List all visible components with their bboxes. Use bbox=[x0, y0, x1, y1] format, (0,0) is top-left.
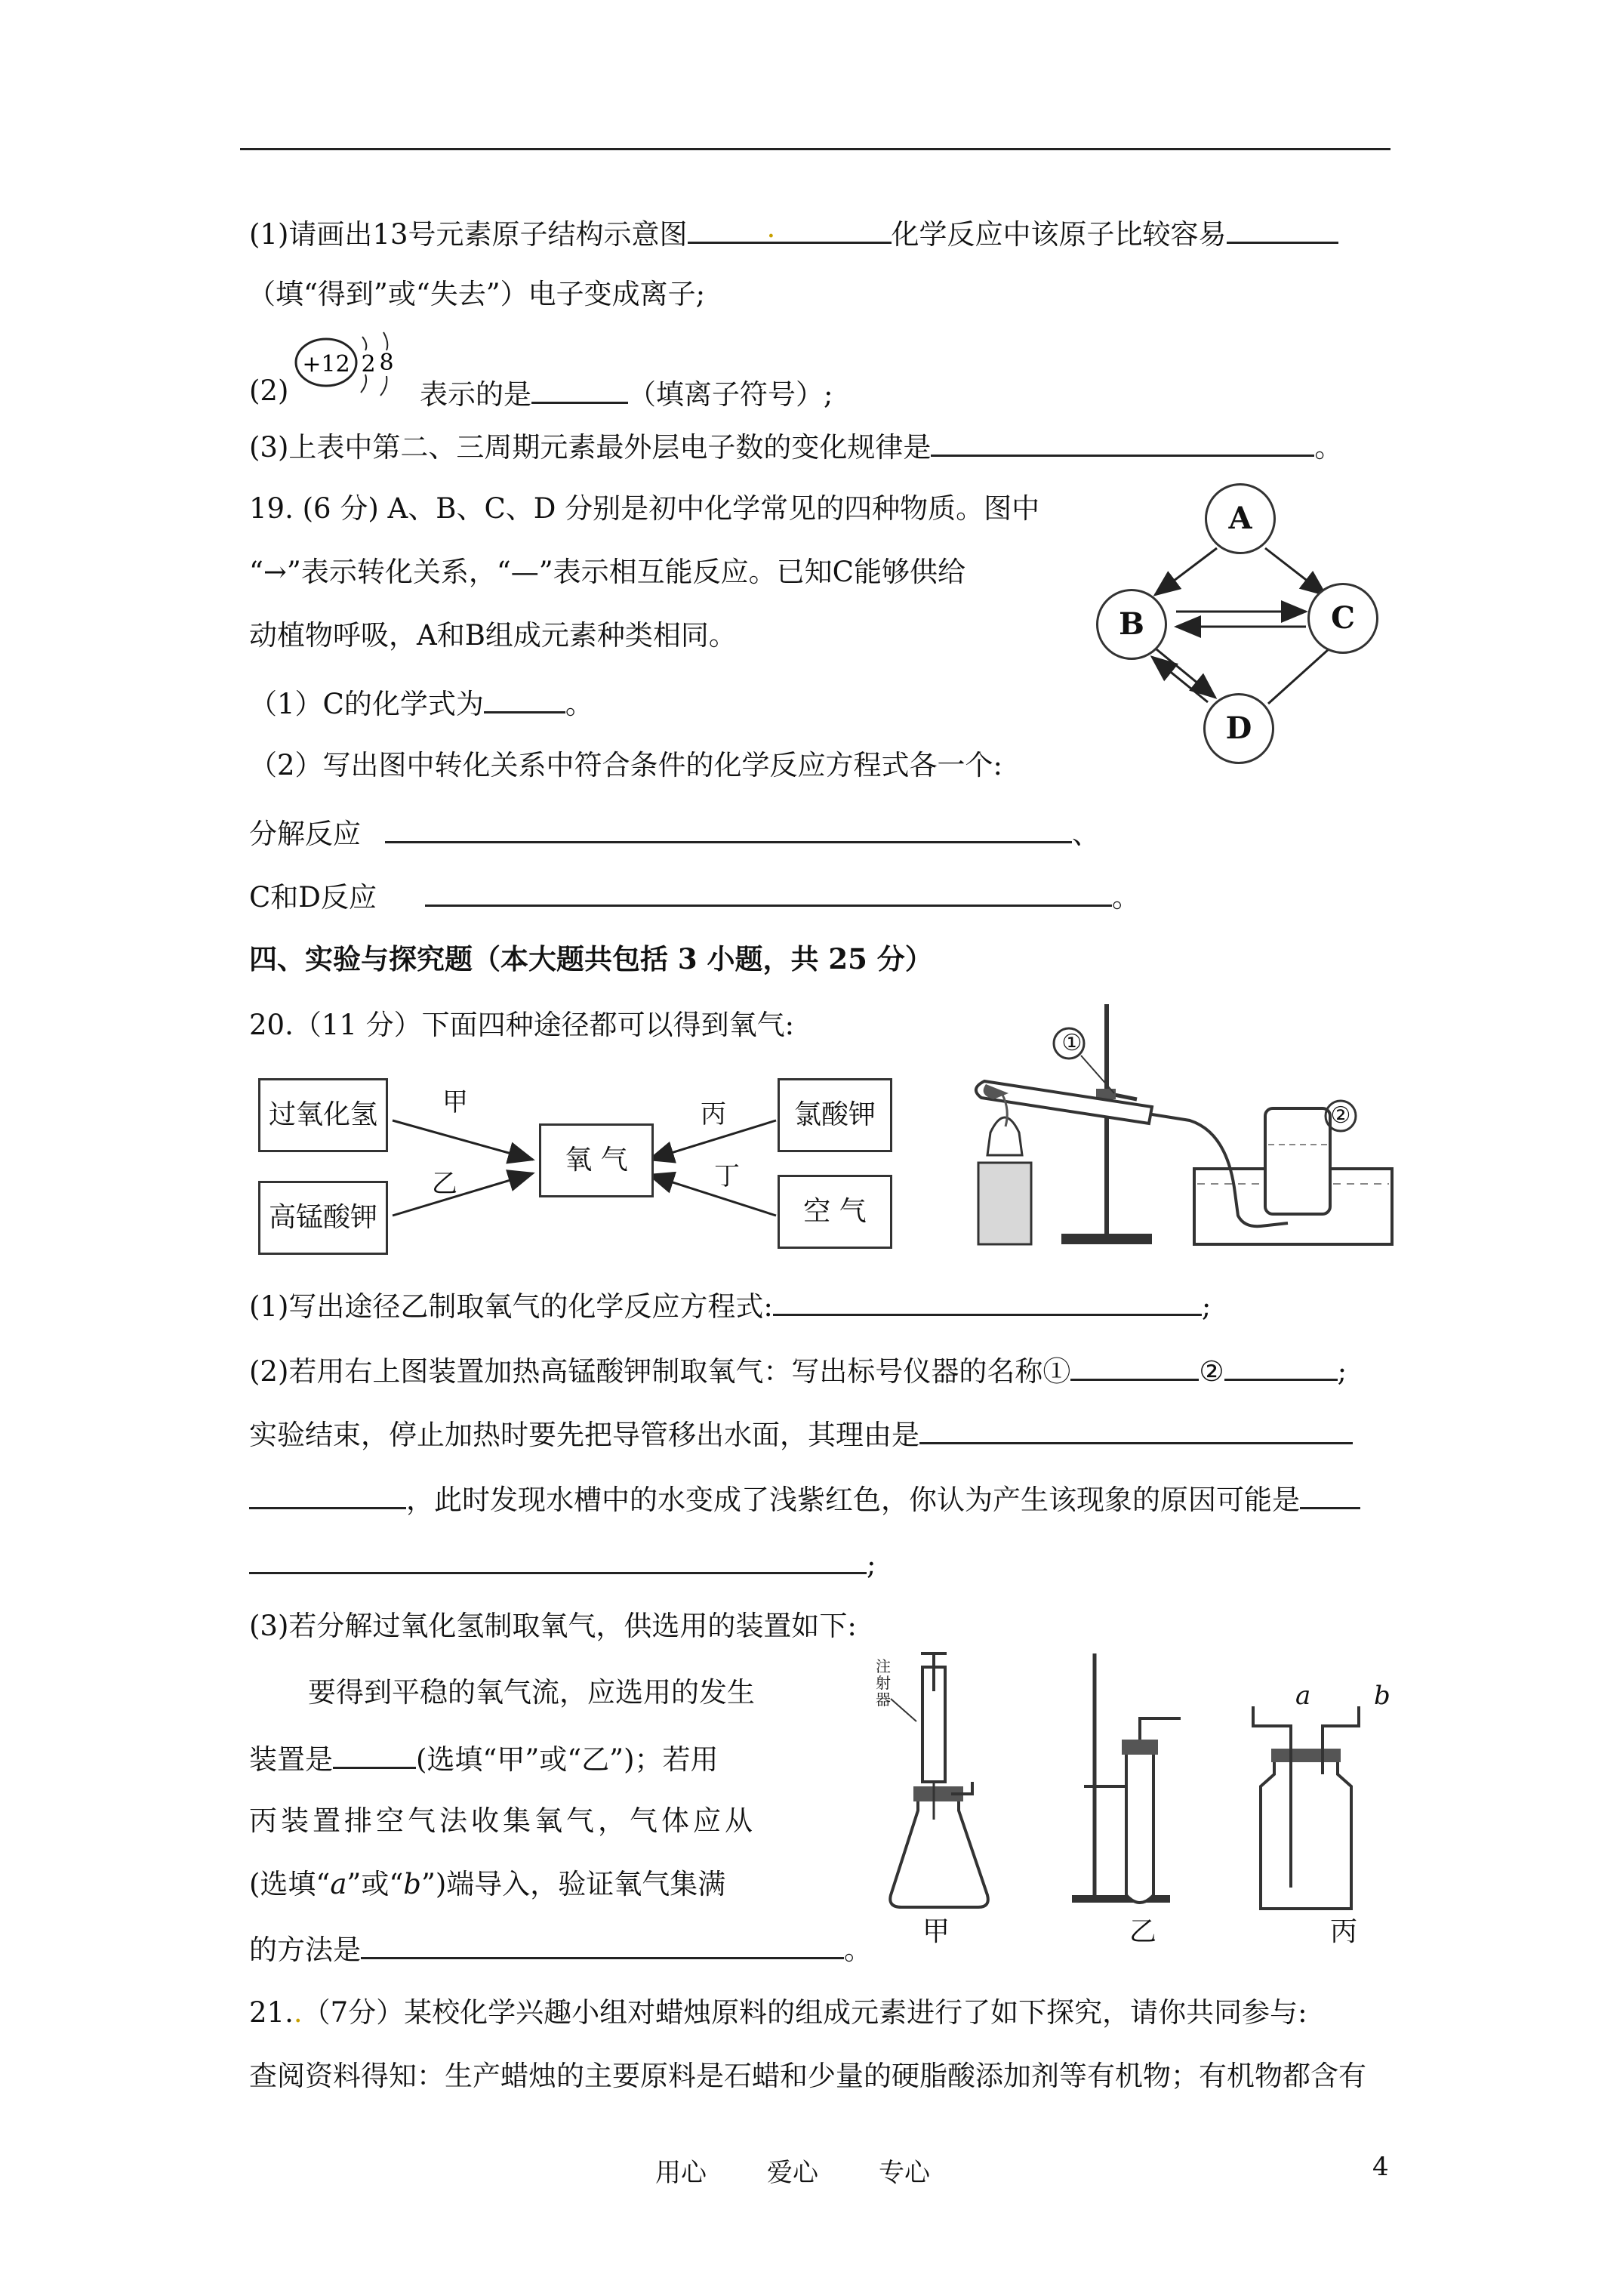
syringe-label: 注射器 bbox=[876, 1657, 891, 1709]
node-b: B bbox=[1096, 589, 1167, 660]
q19-line6 bbox=[249, 812, 1100, 852]
shell-arc bbox=[362, 337, 366, 350]
answer-blank[interactable] bbox=[531, 373, 628, 404]
q18-text: 化学反应中该原子比较容易 bbox=[891, 218, 1227, 251]
answer-blank[interactable] bbox=[385, 812, 1072, 843]
port-var-a: a bbox=[330, 1868, 347, 1900]
tube-outlet-yi bbox=[1140, 1718, 1181, 1740]
route-label-ding: 丁 bbox=[714, 1161, 740, 1191]
header-rule bbox=[240, 148, 1390, 150]
q20-text: 实验结束，停止加热时要先把导管移出水面，其理由是 bbox=[249, 1419, 919, 1451]
q19-line4 bbox=[249, 683, 593, 723]
stand-base-yi bbox=[1072, 1895, 1170, 1903]
q20-line9 bbox=[249, 1738, 719, 1778]
footer-slogan-3: 专心 bbox=[879, 2158, 930, 2188]
q20-text: ，此时发现水槽中的水变成了浅紫红色，你认为产生该现象的原因可能是 bbox=[406, 1484, 1300, 1516]
q19-text: 分解反应 bbox=[249, 818, 361, 850]
arrow-kmno4-to-o2 bbox=[393, 1173, 533, 1216]
node-c: C bbox=[1307, 583, 1378, 654]
box-oxygen: 氧 气 bbox=[539, 1123, 654, 1197]
box-air: 空 气 bbox=[778, 1175, 892, 1249]
q20-text: 。 bbox=[844, 1934, 872, 1966]
q20-text: (2)若用右上图装置加热高锰酸钾制取氧气：写出标号仪器的名称① bbox=[249, 1355, 1071, 1388]
q19-line1: 19. (6 分) A、B、C、D 分别是初中化学常见的四种物质。图中 bbox=[249, 492, 1040, 525]
node-a: A bbox=[1205, 483, 1276, 554]
answer-blank[interactable] bbox=[1227, 213, 1338, 244]
q20-text: ② bbox=[1199, 1355, 1224, 1388]
box-potassium-permanganate: 高锰酸钾 bbox=[258, 1181, 388, 1255]
tube-stopper-yi bbox=[1122, 1740, 1158, 1755]
q18-text: (1)请画出13号元素原子结构示意图 bbox=[249, 218, 688, 251]
q19-line5: （2）写出图中转化关系中符合条件的化学反应方程式各一个: bbox=[249, 749, 1003, 781]
q19-text: 、 bbox=[1072, 818, 1100, 850]
answer-blank[interactable] bbox=[1070, 1350, 1199, 1381]
collection-bottle bbox=[1261, 1759, 1351, 1909]
footer-slogan-2: 爱心 bbox=[767, 2158, 818, 2188]
arrow-b-to-d bbox=[1156, 649, 1215, 698]
q20-text: (1)写出途径乙制取氧气的化学反应方程式: bbox=[249, 1290, 773, 1323]
q21-text: （7分）某校化学兴趣小组对蜡烛原料的组成元素进行了如下探究，请你共同参与: bbox=[302, 1996, 1307, 2029]
ion-structure-diagram bbox=[293, 326, 414, 409]
q19-line2: “→”表示转化关系，“—”表示相互能反应。已知C能够供给 bbox=[249, 556, 965, 588]
answer-blank[interactable] bbox=[919, 1413, 1353, 1444]
box-potassium-chlorate: 氯酸钾 bbox=[778, 1078, 892, 1152]
q20-text: ”)端导入，验证氧气集满 bbox=[420, 1868, 726, 1900]
q20-text: ; bbox=[1337, 1355, 1347, 1388]
heating-apparatus-diagram bbox=[963, 997, 1401, 1261]
q18-text: (3)上表中第二、三周期元素最外层电子数的变化规律是 bbox=[249, 431, 932, 464]
answer-blank[interactable] bbox=[333, 1738, 416, 1769]
arrow-a-to-b bbox=[1155, 548, 1217, 595]
q18-item2-label: (2) bbox=[249, 374, 289, 407]
footer-slogan-1: 用心 bbox=[655, 2158, 707, 2188]
answer-blank[interactable] bbox=[773, 1285, 1202, 1316]
q18-text: 。 bbox=[1314, 431, 1343, 464]
apparatus-label-2: ② bbox=[1330, 1102, 1351, 1129]
q20-line12 bbox=[249, 1928, 872, 1968]
answer-blank[interactable] bbox=[1300, 1478, 1360, 1509]
q21-line2: 查阅资料得知：生产蜡烛的主要原料是石蜡和少量的硬脂酸添加剂等有机物；有机物都含有 bbox=[249, 2060, 1366, 2092]
q19-text: C和D反应 bbox=[249, 881, 377, 914]
shell-arc bbox=[383, 332, 387, 350]
q20-line2 bbox=[249, 1285, 1211, 1325]
vertical-test-tube bbox=[1126, 1752, 1153, 1903]
q20-line3 bbox=[249, 1350, 1347, 1390]
q20-text: (选填“ bbox=[249, 1868, 331, 1900]
q20-line5 bbox=[249, 1478, 1360, 1518]
answer-blank[interactable] bbox=[484, 683, 565, 713]
arrow-d-to-b bbox=[1152, 657, 1208, 702]
alcohol-lamp bbox=[987, 1117, 1022, 1155]
answer-blank[interactable] bbox=[1224, 1350, 1338, 1381]
q19-text: （1）C的化学式为 bbox=[249, 688, 484, 720]
answer-blank[interactable] bbox=[249, 1543, 867, 1574]
q20-line4 bbox=[249, 1413, 1353, 1453]
q20-line1: 20.（11 分）下面四种途径都可以得到氧气: bbox=[249, 1009, 795, 1041]
q20-line6 bbox=[249, 1543, 876, 1583]
shell1-electrons: 2 bbox=[361, 351, 376, 378]
q19-line7 bbox=[249, 876, 1140, 916]
port-a-label: a bbox=[1295, 1681, 1311, 1711]
label1-leader bbox=[1081, 1056, 1114, 1093]
q20-text: 装置是 bbox=[249, 1743, 333, 1776]
route-label-jia: 甲 bbox=[442, 1087, 468, 1117]
q18-line4 bbox=[249, 426, 1342, 466]
arrow-h2o2-to-o2 bbox=[393, 1120, 533, 1160]
q18-line3 bbox=[420, 373, 833, 413]
answer-blank[interactable] bbox=[425, 876, 1112, 907]
route-label-bing: 丙 bbox=[701, 1099, 726, 1130]
stray-dot: . bbox=[293, 1996, 303, 2029]
conical-flask bbox=[890, 1797, 988, 1907]
apparatus-label-1: ① bbox=[1061, 1030, 1083, 1056]
apparatus-jia-label: 甲 bbox=[922, 1916, 950, 1947]
lamp-stand-block bbox=[978, 1163, 1031, 1244]
apparatus-bing-label: 丙 bbox=[1330, 1916, 1358, 1947]
q20-text: ”或“ bbox=[346, 1868, 404, 1900]
q19-text: 。 bbox=[565, 688, 593, 720]
q20-line8: 要得到平稳的氧气流，应选用的发生 bbox=[308, 1676, 755, 1709]
generation-apparatus-diagram bbox=[876, 1646, 1404, 1948]
q19-text: 。 bbox=[1111, 881, 1140, 914]
q18-text: （填离子符号）; bbox=[628, 378, 833, 411]
box-hydrogen-peroxide: 过氧化氢 bbox=[258, 1078, 388, 1152]
arrow-a-to-c bbox=[1265, 548, 1326, 595]
gas-collecting-bottle bbox=[1265, 1108, 1330, 1214]
page-number: 4 bbox=[1372, 2152, 1389, 2182]
q18-line1 bbox=[249, 213, 1338, 253]
node-d: D bbox=[1203, 693, 1274, 764]
answer-blank[interactable] bbox=[688, 213, 892, 244]
shell2-electrons: 8 bbox=[379, 350, 394, 376]
q21-text: 21. bbox=[249, 1996, 294, 2029]
answer-blank[interactable] bbox=[361, 1928, 844, 1959]
q20-text: 的方法是 bbox=[249, 1934, 361, 1966]
arrow-air-to-o2 bbox=[649, 1175, 776, 1216]
section-heading: 四、实验与探究题（本大题共包括 3 小题，共 25 分） bbox=[249, 942, 933, 975]
q20-text: ; bbox=[867, 1549, 876, 1581]
q18-text: 表示的是 bbox=[420, 378, 531, 411]
port-var-b: b bbox=[403, 1868, 421, 1900]
syringe-leader bbox=[891, 1699, 916, 1721]
port-b-label: b bbox=[1374, 1681, 1390, 1711]
bottle-stopper bbox=[1271, 1749, 1341, 1762]
q19-line3: 动植物呼吸，A和B组成元素种类相同。 bbox=[249, 619, 737, 652]
line-c-d bbox=[1268, 649, 1329, 704]
route-label-yi: 乙 bbox=[432, 1169, 457, 1199]
stray-dot: . bbox=[766, 211, 776, 244]
answer-blank[interactable] bbox=[931, 426, 1314, 457]
q20-text: ; bbox=[1201, 1290, 1212, 1323]
nucleus-charge: +12 bbox=[302, 351, 350, 378]
q18-line2: （填“得到”或“失去”）电子变成离子; bbox=[248, 278, 706, 310]
q20-line10: 丙装置排空气法收集氧气，气体应从 bbox=[249, 1804, 756, 1837]
q20-text: (选填“甲”或“乙”)；若用 bbox=[416, 1743, 719, 1776]
q20-line11 bbox=[249, 1866, 725, 1903]
shell-arc bbox=[380, 376, 387, 396]
q20-line7: (3)若分解过氧化氢制取氧气，供选用的装置如下: bbox=[249, 1610, 857, 1642]
apparatus-yi-label: 乙 bbox=[1129, 1916, 1157, 1947]
answer-blank[interactable] bbox=[249, 1478, 406, 1509]
q21-line1 bbox=[249, 1995, 1307, 2031]
